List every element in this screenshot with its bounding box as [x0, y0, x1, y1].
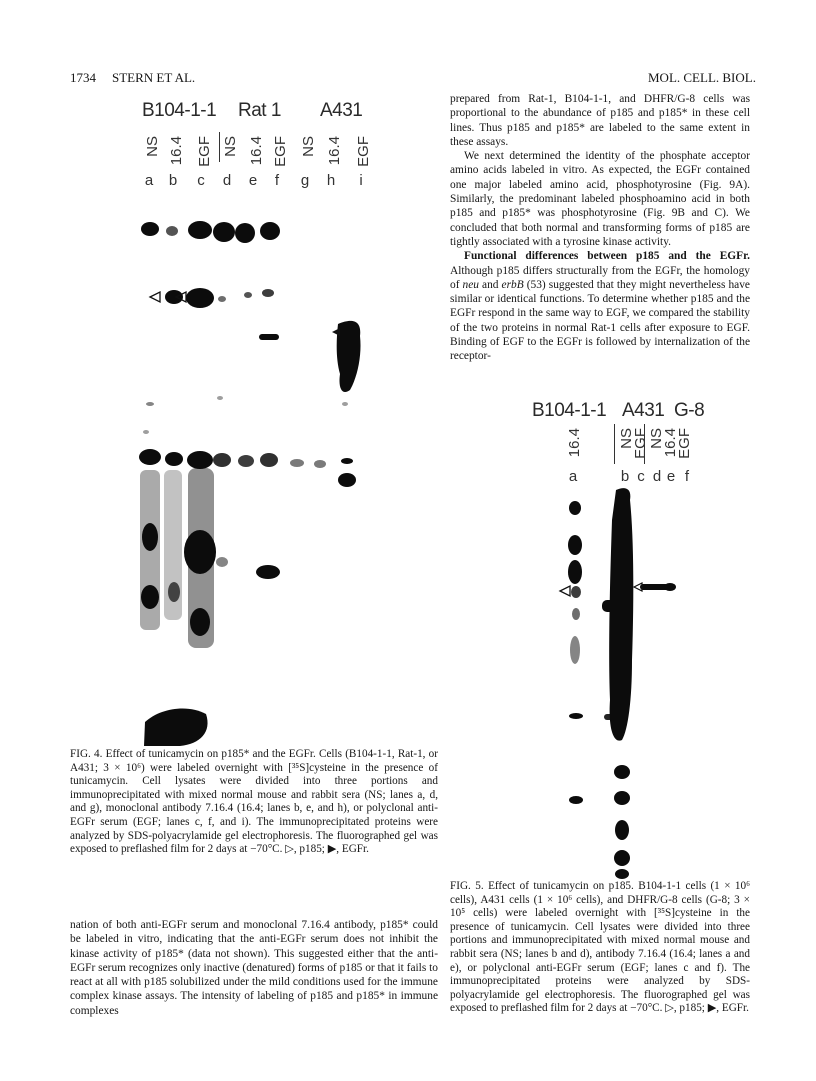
fig4-ab-d: NS — [222, 136, 239, 157]
fig5-group-a431: A431 — [622, 400, 665, 421]
gene-erbB: erbB — [501, 278, 524, 291]
fig4-group-rat1: Rat 1 — [238, 100, 281, 121]
fig4-gel-image — [70, 92, 440, 752]
right-column-text — [450, 92, 750, 364]
running-authors: STERN ET AL. — [112, 70, 196, 85]
fig4-lane-f: f — [274, 172, 280, 189]
fig4-caption-label: FIG. 4. — [70, 748, 103, 760]
section-heading: Functional differences between p185 and the EGFr. — [464, 250, 750, 263]
para3-and: and — [482, 278, 499, 291]
gene-neu: neu — [462, 278, 479, 291]
page-number: 1734 — [70, 70, 96, 85]
fig5-ab-f: EGF — [676, 428, 693, 459]
fig4-group-a431: A431 — [320, 100, 363, 121]
fig4-lane-g: g — [300, 172, 310, 189]
fig5-lane-c: c — [637, 468, 645, 485]
left-column-continuation — [70, 918, 438, 1018]
fig5-ab-a: 16.4 — [566, 428, 583, 458]
fig5-lane-f: f — [684, 468, 690, 485]
fig5-lane-b: b — [620, 468, 630, 485]
fig4-lane-b: b — [168, 172, 178, 189]
fig4-ab-f: EGF — [272, 136, 289, 167]
left-paragraph: nation of both anti-EGFr serum and monoclonal 7.16.4 antibody, p185* could be labeled in vitro, indicating that the anti-EGFr serum does not inhibit the kinase activity of p185* (data not shown). This suggested either that the anti-EGFr serum recognizes only inactive (denatured) forms of p185 or that it fails to react at all with p185 solubilized under the mild conditions used for the immune complex kinase assays. The intensity of labeling of p185 and p185* in immune complexes — [70, 919, 438, 1017]
fig4-lane-a: a — [144, 172, 154, 189]
fig5-lane-d: d — [652, 468, 662, 485]
fig4-ab-a: NS — [144, 136, 161, 157]
fig4-ab-h: 16.4 — [326, 136, 343, 166]
para3-text-b: (53) suggested that they might nevertheless have similar or identical functions. To determine whether p185 and the EGFr respond in the same way to EGF, we compared the stability of the two proteins in normal Rat-1 cells after exposure to EGF. Binding of EGF to the EGFr is followed by internalization of the receptor- — [450, 278, 750, 363]
fig5-caption-text: Effect of tunicamycin on p185. B104-1-1 cells (1 × 10⁶ cells), A431 cells (1 × 10⁶ cells), and DHFR/G-8 cells (G-8; 3 × 10⁵ cells) were labeled overnight with [³⁵S]cysteine in the presence of tunicamycin. Cell lysates were divided into three portions and immunoprecipitated with mixed normal mouse and rabbit sera (NS; lanes b and d), antibody 7.16.4 (16.4; lanes a and e), or polyclonal anti-EGFr serum (EGF; lanes c and f). The immunoprecipitated proteins were analyzed by SDS-polyacrylamide gel electrophoresis. The fluorographed gel was exposed to preflashed film for 2 days at −70°C. ▷, p185; ▶, EGFr. — [450, 880, 751, 1015]
fig4-ab-g: NS — [300, 136, 317, 157]
fig4-ab-b: 16.4 — [168, 136, 185, 166]
journal-name: MOL. CELL. BIOL. — [648, 70, 756, 85]
fig5-ab-d: NS — [648, 428, 665, 449]
para3-text-a: Although p185 differs structurally from the EGFr, the homology of — [450, 264, 750, 291]
fig5-caption-label: FIG. 5. — [450, 880, 484, 892]
fig5-ab-b: NS — [618, 428, 635, 449]
fig5-lane-a: a — [568, 468, 578, 485]
fig5-group-g8: G-8 — [674, 400, 705, 421]
fig5-caption — [450, 880, 750, 1016]
fig5-ab-e: 16.4 — [662, 428, 679, 458]
fig4-lane-d: d — [222, 172, 232, 189]
figure-4 — [70, 92, 440, 752]
fig4-lane-e: e — [248, 172, 258, 189]
right-para-2: We next determined the identity of the phosphate acceptor amino acids labeled in vitro. As expected, the EGFr contained one major labeled amino acid, phosphotyrosine (Fig. 9A). Similarly, the predominant labeled phosphoamino acid in both p185 and p185* was phosphotyrosine (Fig. 9B and C). We concluded that both normal and transforming forms of p185 are tightly associated with a tyrosine kinase activity. — [450, 150, 750, 248]
fig4-lane-i: i — [359, 172, 363, 189]
fig4-lane-h: h — [326, 172, 336, 189]
fig5-lane-e: e — [666, 468, 676, 485]
fig5-ab-c: EGF — [632, 428, 649, 459]
fig4-ab-i: EGF — [355, 136, 372, 167]
fig4-caption-text: Effect of tunicamycin on p185* and the EGFr. Cells (B104-1-1, Rat-1, or A431; 3 × 10⁶) were labeled overnight with [³⁵S]cysteine in the presence of tunicamycin. Cell lysates were divided into three portions and immunoprecipitated with mixed normal mouse and rabbit sera (NS; lanes a, d, and g), monoclonal antibody 7.16.4 (16.4; lanes b, e, and h), or polyclonal anti-EGFr serum (EGF; lanes c, f, and i). The immunoprecipitated proteins were analyzed by SDS-polyacrylamide gel electrophoresis. The fluorographed gel was exposed to preflashed film for 2 days at −70°C. ▷, p185; ▶, EGFr. — [70, 748, 438, 856]
figure-5 — [530, 400, 730, 880]
fig5-gel-image — [530, 400, 730, 880]
fig4-ab-c: EGF — [196, 136, 213, 167]
right-para-3 — [450, 249, 750, 363]
right-para-1: prepared from Rat-1, B104-1-1, and DHFR/G-8 cells was proportional to the abundance of p185 and p185* in these cell lines. Thus p185 and p185* are labeled to the same extent in these assays. — [450, 93, 750, 148]
fig4-group-b104: B104-1-1 — [142, 100, 217, 121]
fig4-ab-e: 16.4 — [248, 136, 265, 166]
fig5-group-b104: B104-1-1 — [532, 400, 607, 421]
fig4-lane-c: c — [197, 172, 205, 189]
fig4-caption — [70, 748, 438, 857]
